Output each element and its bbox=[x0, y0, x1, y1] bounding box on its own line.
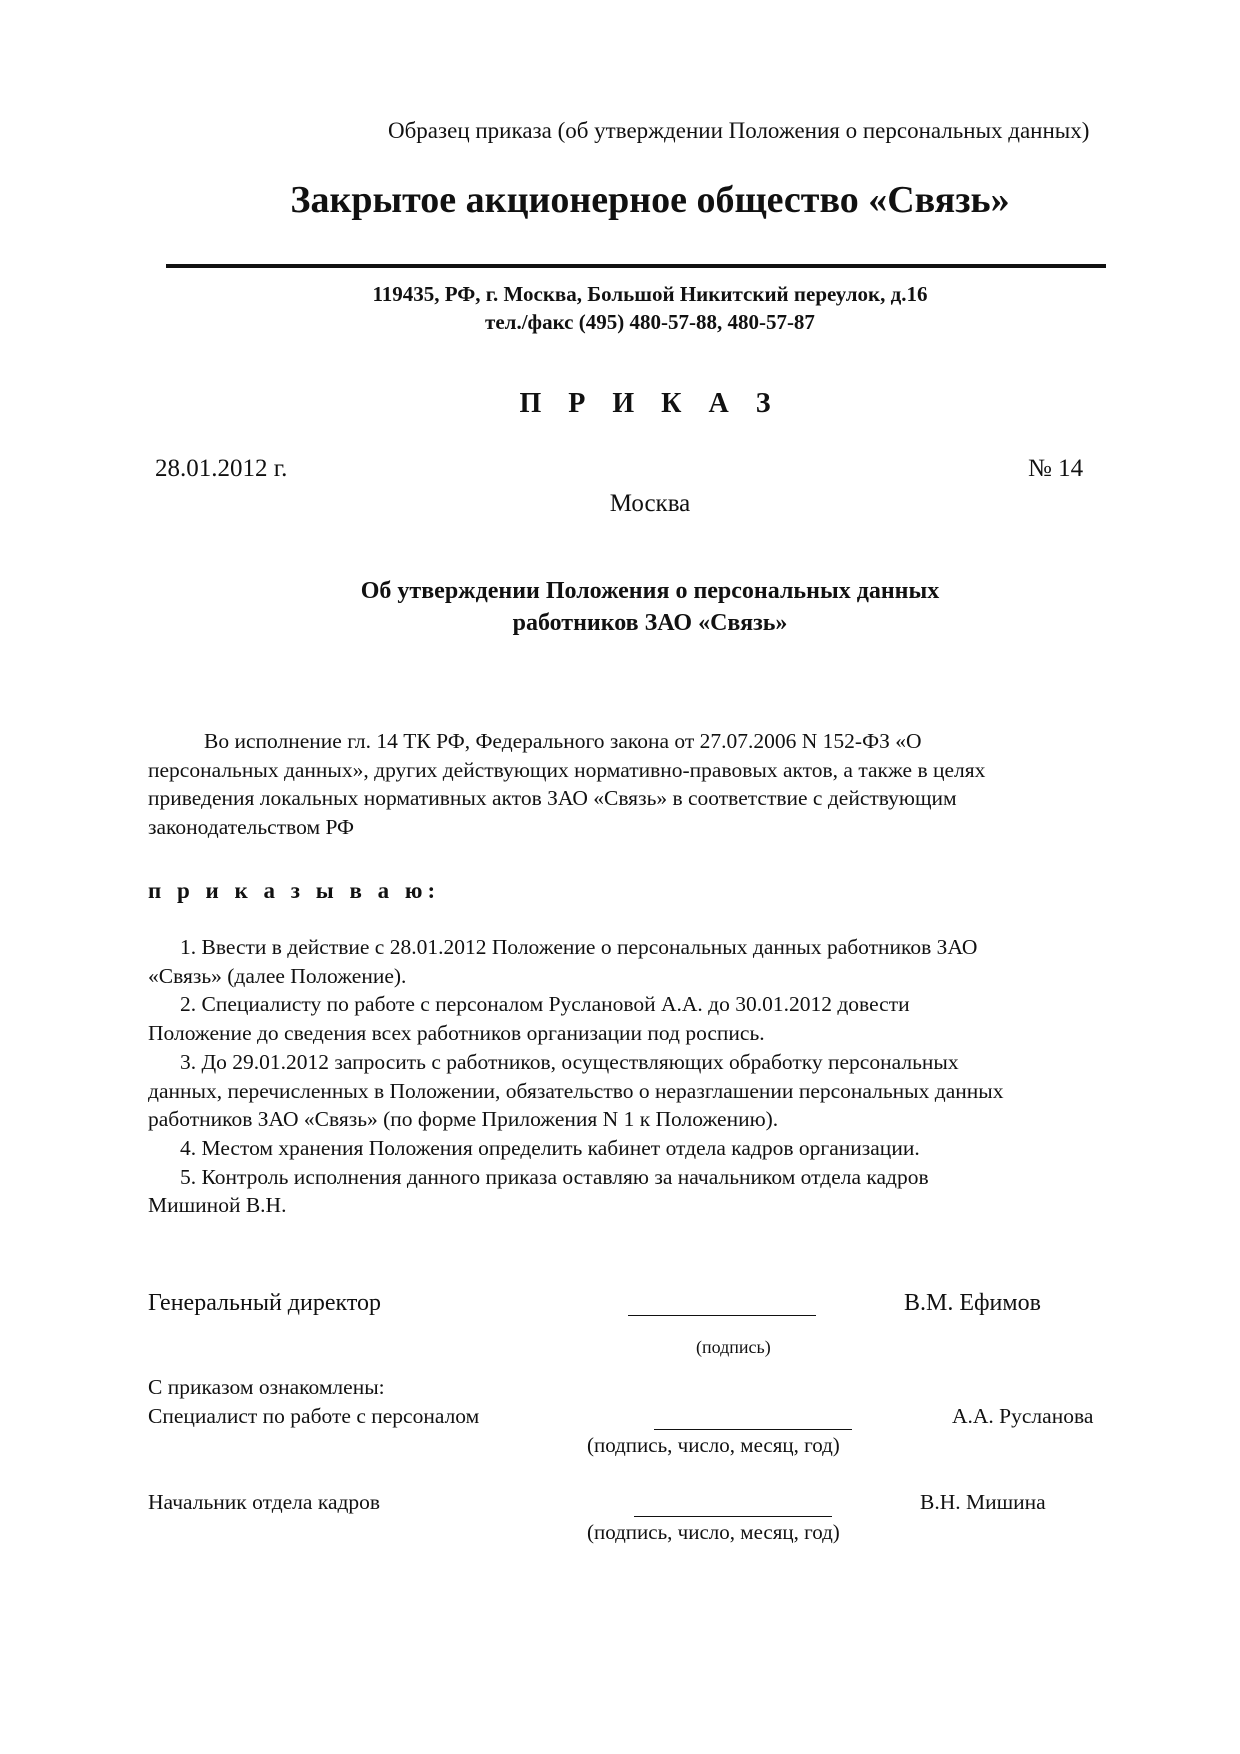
order-item-line: 5. Контроль исполнения данного приказа оставляю за начальником отдела кадров bbox=[180, 1164, 929, 1189]
order-item-line: данных, перечисленных в Положении, обязательство о неразглашении персональных данных bbox=[148, 1078, 1004, 1103]
director-signature-hint: (подпись) bbox=[696, 1337, 771, 1357]
order-item-line: Мишиной В.Н. bbox=[148, 1193, 287, 1218]
company-phone-fax: тел./факс (495) 480-57-88, 480-57-87 bbox=[485, 310, 815, 334]
order-item-line: работников ЗАО «Связь» (по форме Приложения N 1 к Положению). bbox=[148, 1107, 779, 1132]
ack-signature-hint: (подпись, число, месяц, год) bbox=[587, 1520, 840, 1544]
order-item-line: 3. До 29.01.2012 запросить с работников, осуществляющих обработку персональных bbox=[180, 1049, 959, 1074]
order-title: П Р И К А З bbox=[519, 388, 781, 419]
order-item-line: 1. Ввести в действие с 28.01.2012 Положение о персональных данных работников ЗАО bbox=[180, 935, 978, 959]
order-city: Москва bbox=[609, 490, 691, 517]
preamble-line: Во исполнение гл. 14 ТК РФ, Федерального закона от 27.07.2006 N 152-ФЗ «О bbox=[204, 729, 922, 753]
director-name: В.М. Ефимов bbox=[904, 1290, 1041, 1316]
ack-name: В.Н. Мишина bbox=[920, 1490, 1046, 1514]
preamble-line: персональных данных», других действующих нормативно-правовых актов, а также в целях bbox=[148, 757, 986, 782]
ack-position: Специалист по работе с персоналом bbox=[148, 1404, 480, 1428]
ack-signature-line bbox=[634, 1516, 832, 1517]
header-divider bbox=[166, 264, 1106, 268]
preamble bbox=[148, 727, 985, 842]
director-position: Генеральный директор bbox=[148, 1290, 382, 1316]
company-address: 119435, РФ, г. Москва, Большой Никитский переулок, д.16 bbox=[372, 282, 928, 306]
order-item-line: Положение до сведения всех работников организации под роспись. bbox=[148, 1021, 765, 1046]
order-items bbox=[148, 933, 1003, 1220]
ack-signature-line bbox=[654, 1429, 852, 1430]
order-item-line: 4. Местом хранения Положения определить кабинет отдела кадров организации. bbox=[180, 1135, 920, 1160]
preamble-line: приведения локальных нормативных актов ЗАО «Связь» в соответствие с действующим bbox=[148, 786, 957, 811]
ack-position: Начальник отдела кадров bbox=[148, 1490, 381, 1514]
order-item-line: «Связь» (далее Положение). bbox=[148, 963, 407, 988]
ack-name: А.А. Русланова bbox=[952, 1404, 1094, 1428]
acknowledgement-heading: С приказом ознакомлены: bbox=[148, 1375, 385, 1399]
order-subject-line-1: Об утверждении Положения о персональных данных bbox=[360, 578, 940, 604]
preamble-line: законодательством РФ bbox=[148, 815, 355, 840]
decree-word: п р и к а з ы в а ю: bbox=[148, 878, 441, 903]
order-number: № 14 bbox=[1028, 455, 1084, 482]
ack-signature-hint: (подпись, число, месяц, год) bbox=[587, 1433, 840, 1457]
company-name: Закрытое акционерное общество «Связь» bbox=[290, 179, 1010, 221]
order-subject-line-2: работников ЗАО «Связь» bbox=[512, 610, 788, 636]
director-signature-line bbox=[628, 1315, 816, 1316]
order-item-line: 2. Специалисту по работе с персоналом Руслановой А.А. до 30.01.2012 довести bbox=[180, 992, 910, 1017]
order-date: 28.01.2012 г. bbox=[155, 455, 288, 482]
sample-note: Образец приказа (об утверждении Положения о персональных данных) bbox=[388, 118, 1090, 143]
